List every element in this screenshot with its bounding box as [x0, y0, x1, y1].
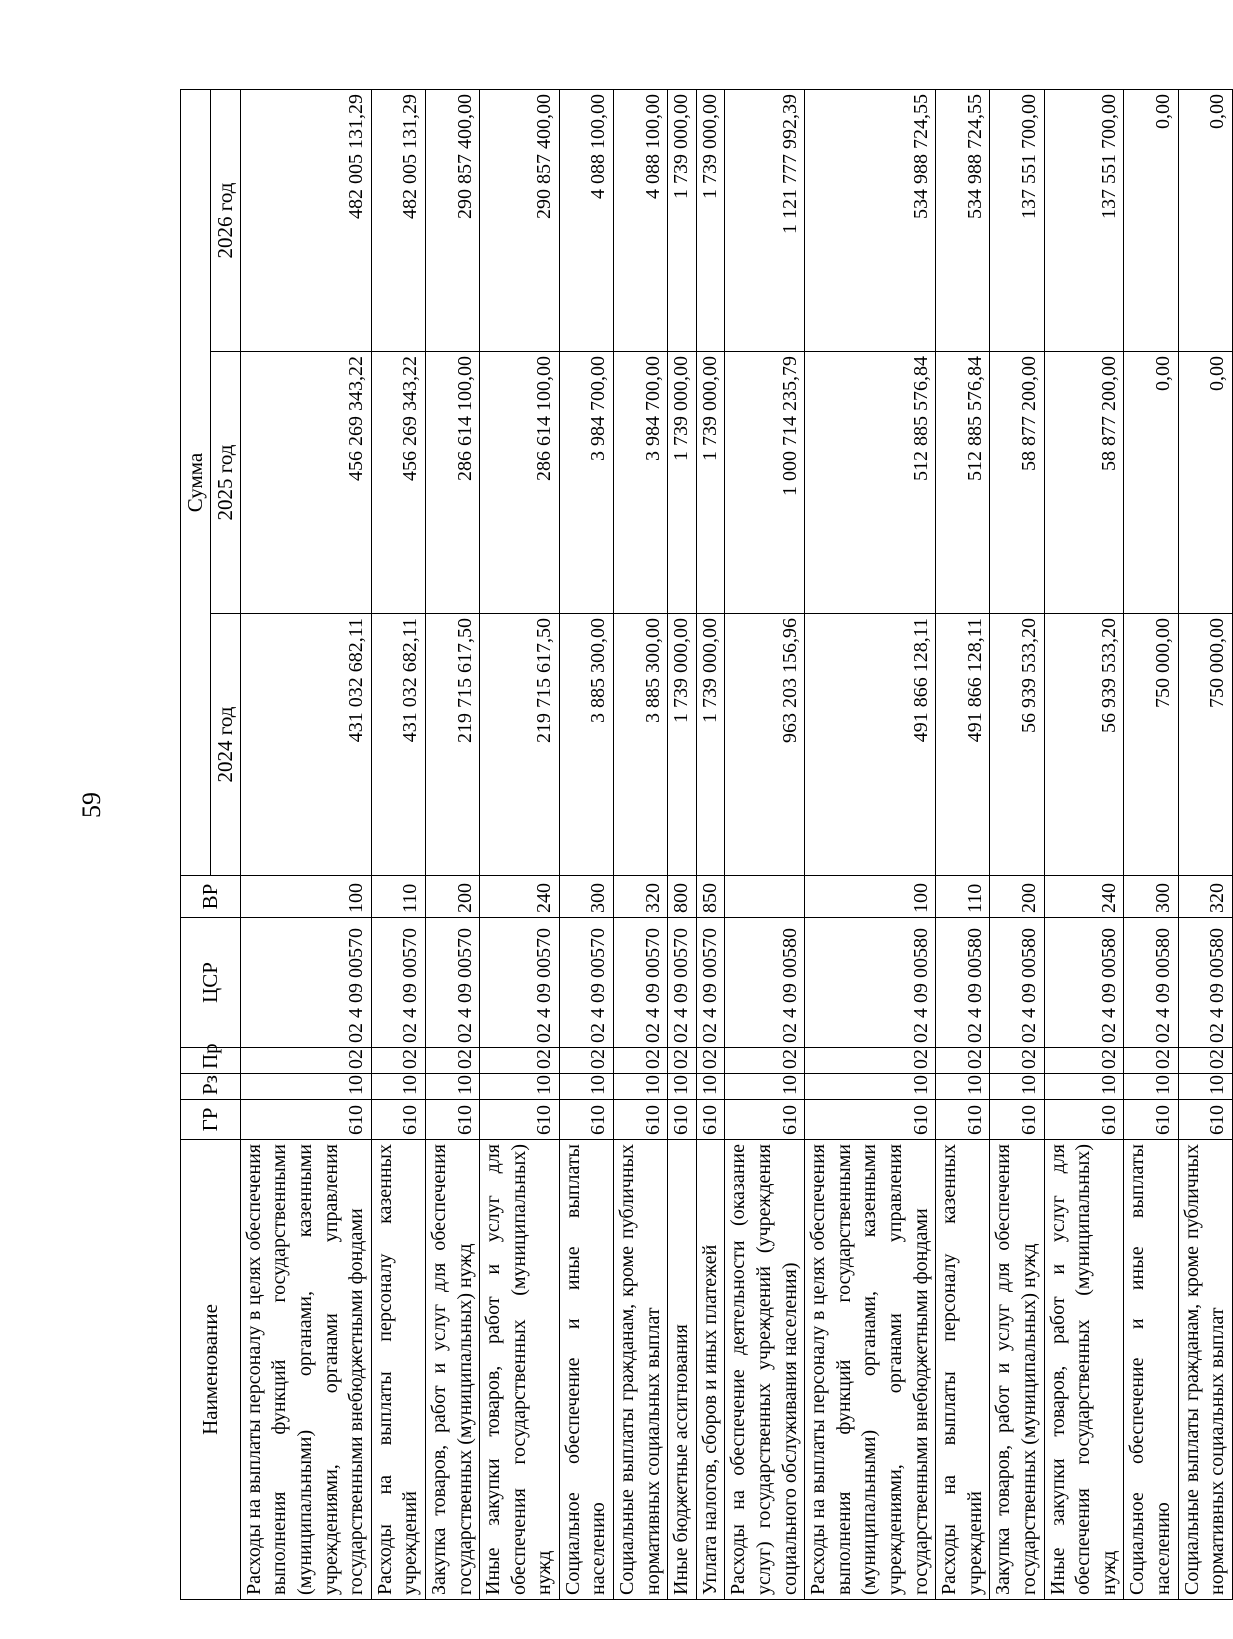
- cell-vr: 320: [1178, 876, 1232, 918]
- cell-csr: 02 4 09 00570: [425, 918, 479, 1048]
- cell-name: Расходы на выплаты персоналу казенных учреждений: [371, 1140, 425, 1600]
- cell-pr: 02: [371, 1048, 425, 1074]
- cell-gr: 610: [990, 1100, 1044, 1140]
- cell-name: Социальные выплаты гражданам, кроме публичных нормативных социальных выплат: [1178, 1140, 1232, 1600]
- cell-sum-2026: 0,00: [1124, 89, 1178, 351]
- cell-sum-2026: 290 857 400,00: [480, 89, 560, 351]
- table-row: [614, 89, 668, 1599]
- cell-vr: [725, 876, 805, 918]
- header-year-2026: 2026 год: [210, 89, 240, 351]
- cell-sum-2026: 1 739 000,00: [668, 89, 697, 351]
- table-row: [990, 89, 1044, 1599]
- cell-sum-2024: 491 866 128,11: [805, 614, 936, 876]
- cell-csr: 02 4 09 00570: [559, 918, 613, 1048]
- cell-pr: 02: [1178, 1048, 1232, 1074]
- cell-name: Социальное обеспечение и иные выплаты населению: [1124, 1140, 1178, 1600]
- cell-name: Социальное обеспечение и иные выплаты населению: [559, 1140, 613, 1600]
- table-row: [240, 89, 371, 1599]
- cell-sum-2024: 219 715 617,50: [480, 614, 560, 876]
- cell-name: Расходы на выплаты персоналу в целях обеспечения выполнения функций государственными (муниципальными) органами, казенными учреждениями, органами управления государственными внебюджетными фондами: [240, 1140, 371, 1600]
- cell-pr: 02: [240, 1048, 371, 1074]
- cell-sum-2026: 534 988 724,55: [805, 89, 936, 351]
- cell-csr: 02 4 09 00580: [725, 918, 805, 1048]
- cell-sum-2025: 286 614 100,00: [480, 352, 560, 614]
- cell-vr: 110: [936, 876, 990, 918]
- cell-pr: 02: [614, 1048, 668, 1074]
- cell-sum-2026: 1 739 000,00: [696, 89, 725, 351]
- cell-sum-2026: 4 088 100,00: [614, 89, 668, 351]
- cell-pr: 02: [480, 1048, 560, 1074]
- cell-vr: 300: [559, 876, 613, 918]
- table-row: [805, 89, 936, 1599]
- cell-sum-2025: 1 739 000,00: [696, 352, 725, 614]
- cell-rz: 10: [1124, 1074, 1178, 1100]
- cell-vr: 100: [240, 876, 371, 918]
- cell-rz: 10: [725, 1074, 805, 1100]
- cell-pr: 02: [725, 1048, 805, 1074]
- cell-sum-2024: 1 739 000,00: [668, 614, 697, 876]
- cell-rz: 10: [936, 1074, 990, 1100]
- cell-gr: 610: [1178, 1100, 1232, 1140]
- table-header: [181, 89, 241, 1599]
- cell-rz: 10: [668, 1074, 697, 1100]
- cell-rz: 10: [805, 1074, 936, 1100]
- header-year-2024: 2024 год: [210, 614, 240, 876]
- cell-rz: 10: [1044, 1074, 1124, 1100]
- cell-gr: 610: [614, 1100, 668, 1140]
- cell-gr: 610: [240, 1100, 371, 1140]
- cell-sum-2026: 1 121 777 992,39: [725, 89, 805, 351]
- cell-sum-2024: 491 866 128,11: [936, 614, 990, 876]
- cell-vr: 320: [614, 876, 668, 918]
- cell-csr: 02 4 09 00570: [696, 918, 725, 1048]
- cell-sum-2026: 290 857 400,00: [425, 89, 479, 351]
- cell-sum-2025: 3 984 700,00: [614, 352, 668, 614]
- cell-pr: 02: [936, 1048, 990, 1074]
- cell-pr: 02: [1044, 1048, 1124, 1074]
- cell-vr: 240: [480, 876, 560, 918]
- cell-gr: 610: [559, 1100, 613, 1140]
- cell-vr: 240: [1044, 876, 1124, 918]
- cell-csr: 02 4 09 00570: [371, 918, 425, 1048]
- cell-gr: 610: [425, 1100, 479, 1140]
- cell-csr: 02 4 09 00570: [668, 918, 697, 1048]
- cell-sum-2025: 0,00: [1178, 352, 1232, 614]
- table-row: [936, 89, 990, 1599]
- cell-vr: 100: [805, 876, 936, 918]
- cell-csr: 02 4 09 00580: [990, 918, 1044, 1048]
- cell-csr: 02 4 09 00580: [1044, 918, 1124, 1048]
- table-row: [1178, 89, 1232, 1599]
- cell-name: Уплата налогов, сборов и иных платежей: [696, 1140, 725, 1600]
- cell-rz: 10: [614, 1074, 668, 1100]
- cell-gr: 610: [725, 1100, 805, 1140]
- table-row: [1124, 89, 1178, 1599]
- cell-sum-2025: 1 739 000,00: [668, 352, 697, 614]
- cell-rz: 10: [425, 1074, 479, 1100]
- header-year-2025: 2025 год: [210, 352, 240, 614]
- cell-gr: 610: [1044, 1100, 1124, 1140]
- header-gr: ГР: [181, 1100, 241, 1140]
- cell-gr: 610: [371, 1100, 425, 1140]
- cell-sum-2025: 456 269 343,22: [240, 352, 371, 614]
- table-row: [371, 89, 425, 1599]
- cell-sum-2024: 750 000,00: [1178, 614, 1232, 876]
- cell-sum-2026: 137 551 700,00: [1044, 89, 1124, 351]
- table-row: [425, 89, 479, 1599]
- header-name: Наименование: [181, 1140, 241, 1600]
- cell-name: Закупка товаров, работ и услуг для обеспечения государственных (муниципальных) нужд: [990, 1140, 1044, 1600]
- cell-sum-2025: 1 000 714 235,79: [725, 352, 805, 614]
- cell-csr: 02 4 09 00580: [1178, 918, 1232, 1048]
- cell-pr: 02: [805, 1048, 936, 1074]
- cell-sum-2024: 750 000,00: [1124, 614, 1178, 876]
- cell-rz: 10: [696, 1074, 725, 1100]
- cell-name: Расходы на выплаты персоналу казенных учреждений: [936, 1140, 990, 1600]
- header-pr: Пр: [181, 1048, 241, 1074]
- cell-pr: 02: [1124, 1048, 1178, 1074]
- cell-csr: 02 4 09 00580: [1124, 918, 1178, 1048]
- cell-csr: 02 4 09 00580: [805, 918, 936, 1048]
- table-row: [725, 89, 805, 1599]
- cell-sum-2026: 482 005 131,29: [371, 89, 425, 351]
- cell-rz: 10: [240, 1074, 371, 1100]
- cell-sum-2024: 3 885 300,00: [559, 614, 613, 876]
- cell-rz: 10: [480, 1074, 560, 1100]
- cell-rz: 10: [1178, 1074, 1232, 1100]
- cell-sum-2025: 456 269 343,22: [371, 352, 425, 614]
- cell-sum-2026: 137 551 700,00: [990, 89, 1044, 351]
- table-row: [559, 89, 613, 1599]
- cell-gr: 610: [668, 1100, 697, 1140]
- cell-pr: 02: [559, 1048, 613, 1074]
- cell-sum-2024: 431 032 682,11: [371, 614, 425, 876]
- table-row: [696, 89, 725, 1599]
- cell-vr: 800: [668, 876, 697, 918]
- cell-sum-2024: 3 885 300,00: [614, 614, 668, 876]
- cell-csr: 02 4 09 00570: [240, 918, 371, 1048]
- cell-vr: 110: [371, 876, 425, 918]
- cell-rz: 10: [559, 1074, 613, 1100]
- cell-name: Социальные выплаты гражданам, кроме публичных нормативных социальных выплат: [614, 1140, 668, 1600]
- cell-pr: 02: [990, 1048, 1044, 1074]
- cell-name: Иные закупки товаров, работ и услуг для обеспечения государственных (муниципальных) нужд: [1044, 1140, 1124, 1600]
- cell-csr: 02 4 09 00570: [480, 918, 560, 1048]
- cell-sum-2024: 56 939 533,20: [1044, 614, 1124, 876]
- cell-sum-2024: 1 739 000,00: [696, 614, 725, 876]
- cell-sum-2025: 3 984 700,00: [559, 352, 613, 614]
- cell-gr: 610: [936, 1100, 990, 1140]
- header-vr: ВР: [181, 876, 241, 918]
- cell-name: Расходы на выплаты персоналу в целях обеспечения выполнения функций государственными (муниципальными) органами, казенными учреждениями, органами управления государственными внебюджетными фондами: [805, 1140, 936, 1600]
- table-row: [1044, 89, 1124, 1599]
- cell-sum-2024: 219 715 617,50: [425, 614, 479, 876]
- cell-gr: 610: [696, 1100, 725, 1140]
- header-csr: ЦСР: [181, 918, 241, 1048]
- cell-name: Иные бюджетные ассигнования: [668, 1140, 697, 1600]
- cell-pr: 02: [425, 1048, 479, 1074]
- cell-sum-2025: 58 877 200,00: [1044, 352, 1124, 614]
- cell-sum-2026: 482 005 131,29: [240, 89, 371, 351]
- cell-sum-2025: 512 885 576,84: [936, 352, 990, 614]
- cell-pr: 02: [696, 1048, 725, 1074]
- header-rz: Рз: [181, 1074, 241, 1100]
- table-row: [480, 89, 560, 1599]
- cell-sum-2026: 4 088 100,00: [559, 89, 613, 351]
- cell-vr: 300: [1124, 876, 1178, 918]
- cell-rz: 10: [371, 1074, 425, 1100]
- cell-pr: 02: [668, 1048, 697, 1074]
- cell-vr: 200: [990, 876, 1044, 918]
- rotated-table-wrapper: [180, 90, 1229, 1600]
- cell-name: Закупка товаров, работ и услуг для обеспечения государственных (муниципальных) нужд: [425, 1140, 479, 1600]
- cell-rz: 10: [990, 1074, 1044, 1100]
- budget-table: [180, 89, 1233, 1600]
- cell-vr: 200: [425, 876, 479, 918]
- page-number: 59: [77, 792, 106, 818]
- cell-sum-2025: 286 614 100,00: [425, 352, 479, 614]
- cell-sum-2026: 534 988 724,55: [936, 89, 990, 351]
- cell-sum-2025: 512 885 576,84: [805, 352, 936, 614]
- cell-name: Иные закупки товаров, работ и услуг для обеспечения государственных (муниципальных) нужд: [480, 1140, 560, 1600]
- cell-gr: 610: [480, 1100, 560, 1140]
- cell-sum-2024: 56 939 533,20: [990, 614, 1044, 876]
- cell-name: Расходы на обеспечение деятельности (оказание услуг) государственных учреждений (учреждения социального обслуживания населения): [725, 1140, 805, 1600]
- cell-sum-2025: 0,00: [1124, 352, 1178, 614]
- cell-sum-2025: 58 877 200,00: [990, 352, 1044, 614]
- cell-sum-2024: 963 203 156,96: [725, 614, 805, 876]
- cell-csr: 02 4 09 00580: [936, 918, 990, 1048]
- cell-gr: 610: [1124, 1100, 1178, 1140]
- table-row: [668, 89, 697, 1599]
- cell-sum-2026: 0,00: [1178, 89, 1232, 351]
- header-sum: Сумма: [181, 89, 211, 875]
- cell-csr: 02 4 09 00570: [614, 918, 668, 1048]
- cell-vr: 850: [696, 876, 725, 918]
- table-body: [240, 89, 1232, 1599]
- cell-gr: 610: [805, 1100, 936, 1140]
- cell-sum-2024: 431 032 682,11: [240, 614, 371, 876]
